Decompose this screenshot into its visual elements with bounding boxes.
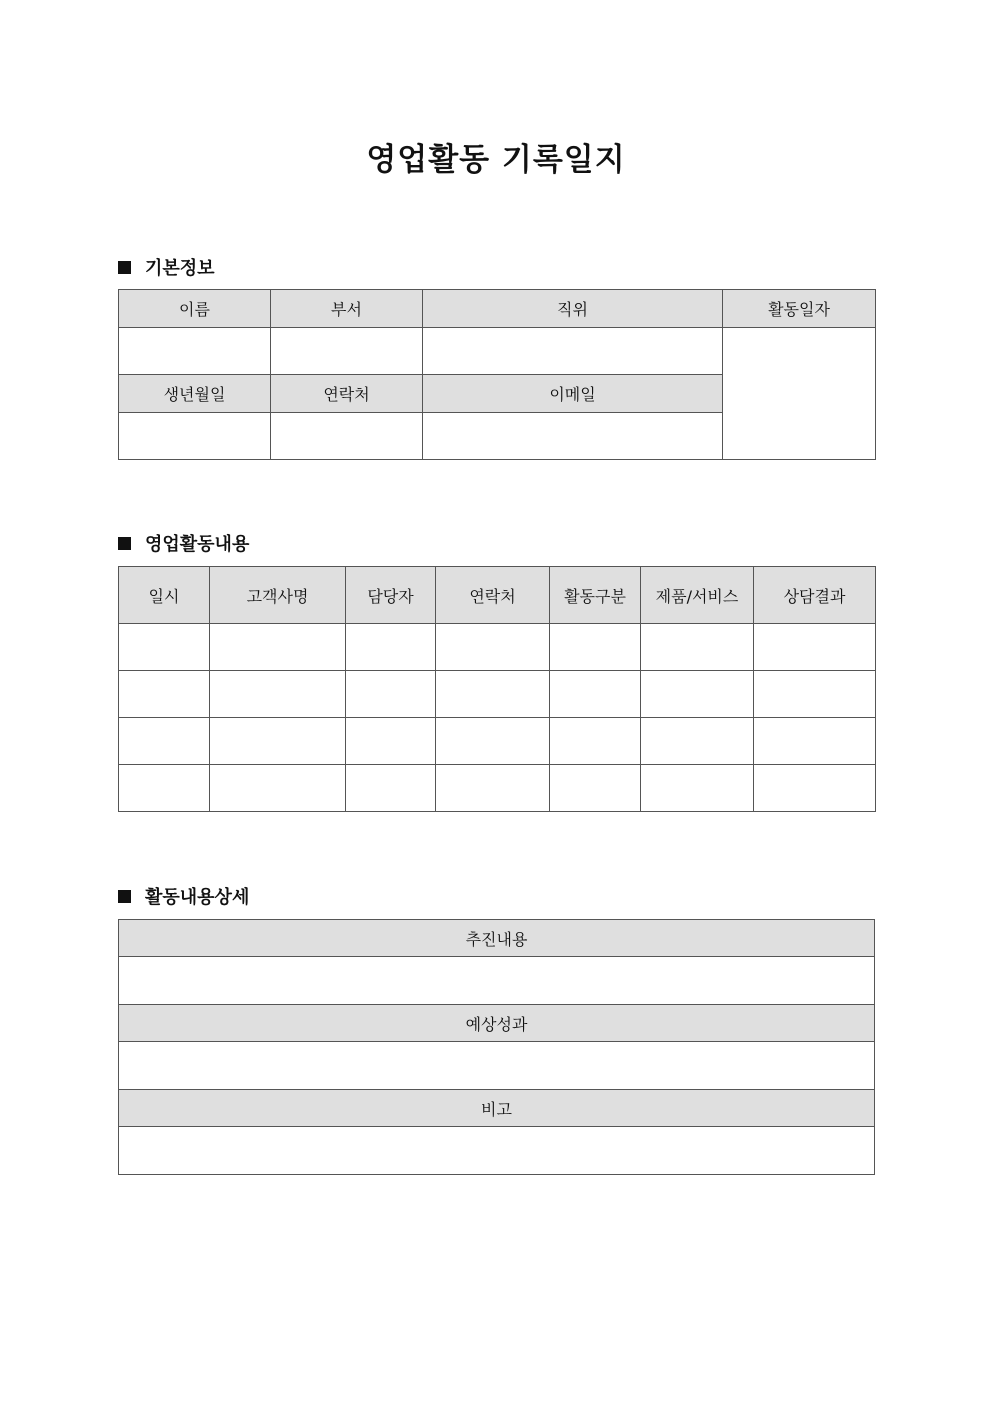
table-cell[interactable] [436,718,550,765]
basic-info-table [118,289,876,460]
table-cell[interactable] [346,671,436,718]
header-person-in-charge: 담당자 [346,567,436,624]
table-cell[interactable] [119,624,210,671]
table-row [119,624,876,671]
table-row [119,328,876,375]
table-cell[interactable] [754,671,876,718]
email-field[interactable] [423,413,723,460]
header-datetime: 일시 [119,567,210,624]
remarks-field[interactable] [119,1127,875,1175]
table-cell[interactable] [119,765,210,812]
table-cell[interactable] [550,624,641,671]
header-remarks: 비고 [119,1090,875,1127]
activity-table [118,566,876,812]
header-activity-type: 활동구분 [550,567,641,624]
section-heading-label: 기본정보 [145,258,215,279]
header-contact: 연락처 [271,375,423,413]
square-bullet-icon [118,261,131,274]
page-title: 영업활동 기록일지 [366,142,626,178]
section-heading-basic-info [118,254,215,280]
section-heading-label: 영업활동내용 [145,534,250,555]
header-position: 직위 [423,290,723,328]
table-row [119,765,876,812]
detail-table [118,919,875,1175]
table-cell[interactable] [346,718,436,765]
table-cell[interactable] [210,671,346,718]
table-row [119,957,875,1005]
table-cell[interactable] [346,624,436,671]
header-product-service: 제품/서비스 [641,567,754,624]
table-cell[interactable] [119,671,210,718]
table-row [119,1042,875,1090]
header-progress-details: 추진내용 [119,920,875,957]
square-bullet-icon [118,890,131,903]
table-cell[interactable] [641,671,754,718]
table-header-row [119,920,875,957]
header-consultation-result: 상담결과 [754,567,876,624]
table-cell[interactable] [641,765,754,812]
section-heading-label: 활동내용상세 [145,887,250,908]
table-cell[interactable] [550,718,641,765]
table-row [119,718,876,765]
table-cell[interactable] [754,624,876,671]
header-client-company: 고객사명 [210,567,346,624]
table-cell[interactable] [550,671,641,718]
header-expected-results: 예상성과 [119,1005,875,1042]
birthdate-field[interactable] [119,413,271,460]
table-cell[interactable] [436,624,550,671]
contact-field[interactable] [271,413,423,460]
header-activity-date: 활동일자 [723,290,876,328]
progress-details-field[interactable] [119,957,875,1005]
header-name: 이름 [119,290,271,328]
table-header-row [119,1090,875,1127]
table-cell[interactable] [754,718,876,765]
header-contact: 연락처 [436,567,550,624]
activity-date-field[interactable] [723,328,876,460]
table-cell[interactable] [641,624,754,671]
section-heading-activity [118,530,249,556]
table-cell[interactable] [436,765,550,812]
table-header-row [119,290,876,328]
table-cell[interactable] [550,765,641,812]
table-cell[interactable] [346,765,436,812]
table-cell[interactable] [754,765,876,812]
square-bullet-icon [118,537,131,550]
table-header-row [119,1005,875,1042]
name-field[interactable] [119,328,271,375]
table-row [119,671,876,718]
table-cell[interactable] [436,671,550,718]
table-cell[interactable] [210,765,346,812]
section-heading-detail [118,883,249,909]
table-cell[interactable] [119,718,210,765]
header-email: 이메일 [423,375,723,413]
table-cell[interactable] [210,624,346,671]
expected-results-field[interactable] [119,1042,875,1090]
table-cell[interactable] [641,718,754,765]
header-department: 부서 [271,290,423,328]
table-cell[interactable] [210,718,346,765]
header-birthdate: 생년월일 [119,375,271,413]
position-field[interactable] [423,328,723,375]
table-row [119,1127,875,1175]
department-field[interactable] [271,328,423,375]
table-header-row [119,567,876,624]
